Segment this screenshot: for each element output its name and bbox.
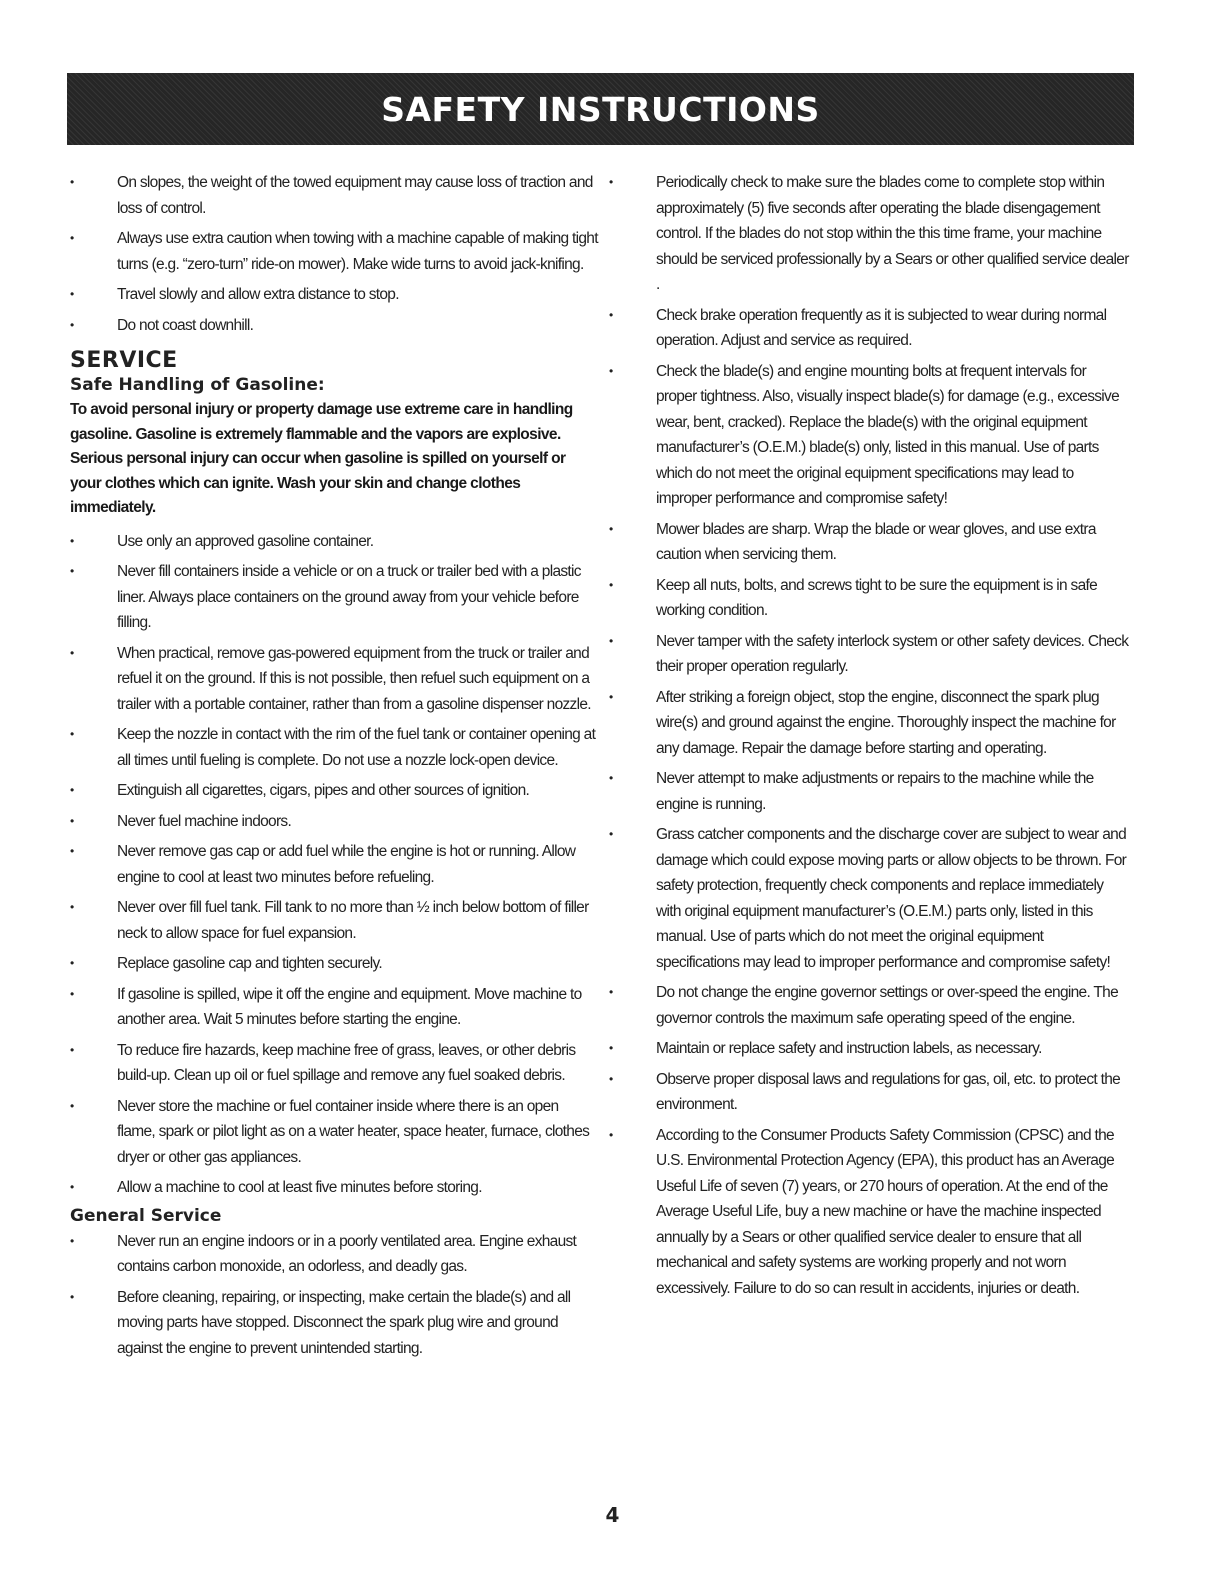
list-item-text: Do not change the engine governor settings or over-speed the engine. The governor controls the maximum safe operating speed of the engine.	[656, 984, 1119, 1027]
bullet-glyph: •	[609, 771, 613, 785]
list-item-text: Do not coast downhill.	[117, 316, 254, 334]
bullet-glyph: •	[609, 1071, 613, 1086]
bullet-glyph: •	[70, 645, 74, 660]
list-item	[70, 529, 600, 555]
bullet-glyph: •	[609, 689, 613, 704]
list-item-text: Before cleaning, repairing, or inspecting, make certain the blade(s) and all moving parts have stopped. Disconnect the spark plug wire and ground against the engine to prevent unintended starting.	[117, 1288, 571, 1357]
list-item	[609, 573, 1129, 624]
list-item-text: Check the blade(s) and engine mounting bolts at frequent intervals for proper tightness. Also, visually inspect blade(s) for damage (e.g., excessive wear, bent, cracked). Replace the blade(s) with the original equipment manufacturer’s (O.E.M.) blade(s) only, listed in this manual. Use of parts which do not meet the original equipment specifications may lead to improper performance and compromise safety!	[656, 362, 1120, 507]
list-item	[609, 980, 1129, 1031]
list-item	[70, 559, 600, 636]
list-item-text: To reduce fire hazards, keep machine free of grass, leaves, or other debris build-up. Clean up oil or fuel spillage and remove any fuel soaked debris.	[117, 1041, 576, 1084]
list-item	[609, 766, 1129, 817]
list-item-text: Extinguish all cigarettes, cigars, pipes and other sources of ignition.	[117, 782, 530, 799]
bullet-glyph: •	[70, 175, 74, 189]
page-number: 4	[605, 1503, 620, 1527]
list-item	[609, 303, 1129, 354]
bullet-glyph: •	[70, 900, 74, 914]
list-item-text: Never fill containers inside a vehicle or on a truck or trailer bed with a plastic liner. Always place containers on the ground away from your vehicle before filling.	[117, 563, 581, 631]
list-item	[70, 1229, 600, 1280]
list-item-text: Never fuel machine indoors.	[117, 812, 292, 830]
bullet-glyph: •	[609, 827, 613, 841]
bullet-glyph: •	[609, 577, 613, 592]
bullet-glyph: •	[70, 317, 74, 332]
bullet-glyph: •	[70, 564, 74, 578]
list-item	[609, 685, 1129, 762]
list-item	[70, 226, 600, 277]
list-item	[70, 778, 600, 804]
service-heading: SERVICE	[70, 348, 178, 373]
bullet-glyph: •	[609, 633, 613, 648]
list-item	[70, 839, 600, 890]
list-item-text: Check brake operation frequently as it is subjected to wear during normal operation. Adjust and service as required.	[656, 306, 1107, 349]
list-item-text: If gasoline is spilled, wipe it off the engine and equipment. Move machine to another area. Wait 5 minutes before starting the engine.	[117, 985, 582, 1028]
list-item-text: Never store the machine or fuel container inside where there is an open flame, spark or pilot light as on a water heater, space heater, furnace, clothes dryer or other gas appliances.	[117, 1097, 590, 1166]
list-item-text: Allow a machine to cool at least five minutes before storing.	[117, 1179, 482, 1196]
list-item	[70, 313, 600, 339]
left-column	[70, 170, 600, 1366]
gasoline-heading: Safe Handling of Gasoline:	[70, 375, 325, 395]
list-item	[609, 1036, 1129, 1062]
bullet-glyph: •	[70, 986, 74, 1001]
bullet-glyph: •	[70, 1042, 74, 1057]
safety-instructions-banner	[67, 73, 1134, 145]
service-bullet-list	[609, 170, 1129, 1301]
bullet-glyph: •	[609, 175, 613, 189]
bullet-glyph: •	[609, 1127, 613, 1142]
list-item-text: According to the Consumer Products Safety Commission (CPSC) and the U.S. Environmental Protection Agency (EPA), this product has an Average Useful Life of seven (7) years, or 270 hours of operation. At the end of the Average Useful Life, buy a new machine or have the machine inspected annually by a Sears or other qualified service dealer to ensure that all mechanical and safety systems are working properly and not worn excessively. Failure to do so can result in accidents, injuries or death.	[656, 1126, 1115, 1297]
bullet-glyph: •	[70, 1098, 74, 1113]
list-item	[609, 517, 1129, 568]
bullet-glyph: •	[609, 363, 613, 378]
list-item-text: Use only an approved gasoline container.	[117, 532, 374, 550]
bullet-glyph: •	[70, 844, 74, 858]
list-item-text: Never run an engine indoors or in a poorly ventilated area. Engine exhaust contains carbon monoxide, an odorless, and deadly gas.	[117, 1232, 577, 1275]
list-item-text: On slopes, the weight of the towed equipment may cause loss of traction and loss of control.	[117, 174, 593, 217]
gasoline-warning: To avoid personal injury or property damage use extreme care in handling gasoline. Gasoline is extremely flammable and the vapors are explosive. Serious personal injury can occur when gasoline is spilled on yourself or your clothes which can ignite. Wash your skin and change clothes immediately.	[70, 401, 573, 516]
bullet-glyph: •	[70, 783, 74, 797]
gasoline-bullet-list	[70, 529, 600, 1201]
list-item-text: Never remove gas cap or add fuel while the engine is hot or running. Allow engine to cool at least two minutes before refueling.	[117, 843, 576, 886]
bullet-glyph: •	[70, 1233, 74, 1248]
intro-bullet-list	[70, 170, 600, 338]
list-item	[70, 1038, 600, 1089]
list-item-text: Maintain or replace safety and instruction labels, as necessary.	[656, 1040, 1042, 1057]
list-item-text: Periodically check to make sure the blades come to complete stop within approximately (5) five seconds after operating the blade disengagement control. If the blades do not stop within the this time frame, your machine should be serviced professionally by a Sears or other qualified service dealer .	[656, 174, 1129, 293]
list-item-text: Keep the nozzle in contact with the rim of the fuel tank or container opening at all times until fueling is complete. Do not use a nozzle lock-open device.	[117, 726, 596, 769]
list-item	[70, 982, 600, 1033]
bullet-glyph: •	[70, 727, 74, 741]
list-item	[609, 1123, 1129, 1302]
bullet-glyph: •	[70, 231, 74, 245]
general-service-bullet-list	[70, 1229, 600, 1362]
bullet-glyph: •	[70, 1289, 74, 1304]
list-item	[70, 951, 600, 977]
bullet-glyph: •	[70, 533, 74, 548]
list-item	[70, 170, 600, 221]
list-item-text: Never over fill fuel tank. Fill tank to no more than ½ inch below bottom of filler neck to allow space for fuel expansion.	[117, 899, 589, 942]
bullet-glyph: •	[609, 307, 613, 322]
list-item-text: Always use extra caution when towing with a machine capable of making tight turns (e.g. “zero-turn” ride-on mower). Make wide turns to avoid jack-knifing.	[117, 230, 598, 273]
list-item-text: Never tamper with the safety interlock system or other safety devices. Check their proper operation regularly.	[656, 632, 1129, 675]
list-item	[70, 1175, 600, 1201]
list-item	[70, 809, 600, 835]
bullet-glyph: •	[609, 521, 613, 536]
list-item-text: Grass catcher components and the discharge cover are subject to wear and damage which could expose moving parts or allow objects to be thrown. For safety protection, frequently check components and replace immediately with original equipment manufacturer’s (O.E.M.) parts only, listed in this manual. Use of parts which do not meet the original equipment specifications may lead to improper performance and compromise safety!	[656, 826, 1127, 971]
bullet-glyph: •	[609, 1041, 613, 1055]
list-item	[609, 1067, 1129, 1118]
list-item	[70, 895, 600, 946]
list-item	[70, 641, 600, 718]
list-item-text: Mower blades are sharp. Wrap the blade or wear gloves, and use extra caution when servicing them.	[656, 520, 1096, 563]
list-item-text: After striking a foreign object, stop the engine, disconnect the spark plug wire(s) and ground against the engine. Thoroughly inspect the machine for any damage. Repair the damage before starting and operating.	[656, 688, 1116, 757]
page-title: SAFETY INSTRUCTIONS	[381, 89, 820, 129]
list-item-text: When practical, remove gas-powered equipment from the truck or trailer and refuel it on the ground. If this is not possible, then refuel such equipment on a trailer with a portable container, rather than from a gasoline dispenser nozzle.	[117, 644, 591, 713]
general-service-heading: General Service	[70, 1205, 222, 1226]
bullet-glyph: •	[70, 1180, 74, 1194]
right-column	[609, 170, 1129, 1306]
list-item	[609, 359, 1129, 512]
bullet-glyph: •	[609, 985, 613, 999]
bullet-glyph: •	[70, 956, 74, 970]
list-item	[70, 282, 600, 308]
list-item	[609, 822, 1129, 975]
list-item	[609, 629, 1129, 680]
list-item	[609, 170, 1129, 298]
bullet-glyph: •	[70, 813, 74, 828]
list-item-text: Replace gasoline cap and tighten securely.	[117, 955, 383, 972]
list-item	[70, 722, 600, 773]
list-item-text: Keep all nuts, bolts, and screws tight to be sure the equipment is in safe working condition.	[656, 576, 1098, 619]
bullet-glyph: •	[70, 287, 74, 301]
list-item	[70, 1094, 600, 1171]
list-item-text: Travel slowly and allow extra distance to stop.	[117, 286, 399, 303]
list-item-text: Never attempt to make adjustments or repairs to the machine while the engine is running.	[656, 770, 1094, 813]
list-item-text: Observe proper disposal laws and regulations for gas, oil, etc. to protect the environment.	[656, 1070, 1121, 1113]
list-item	[70, 1285, 600, 1362]
